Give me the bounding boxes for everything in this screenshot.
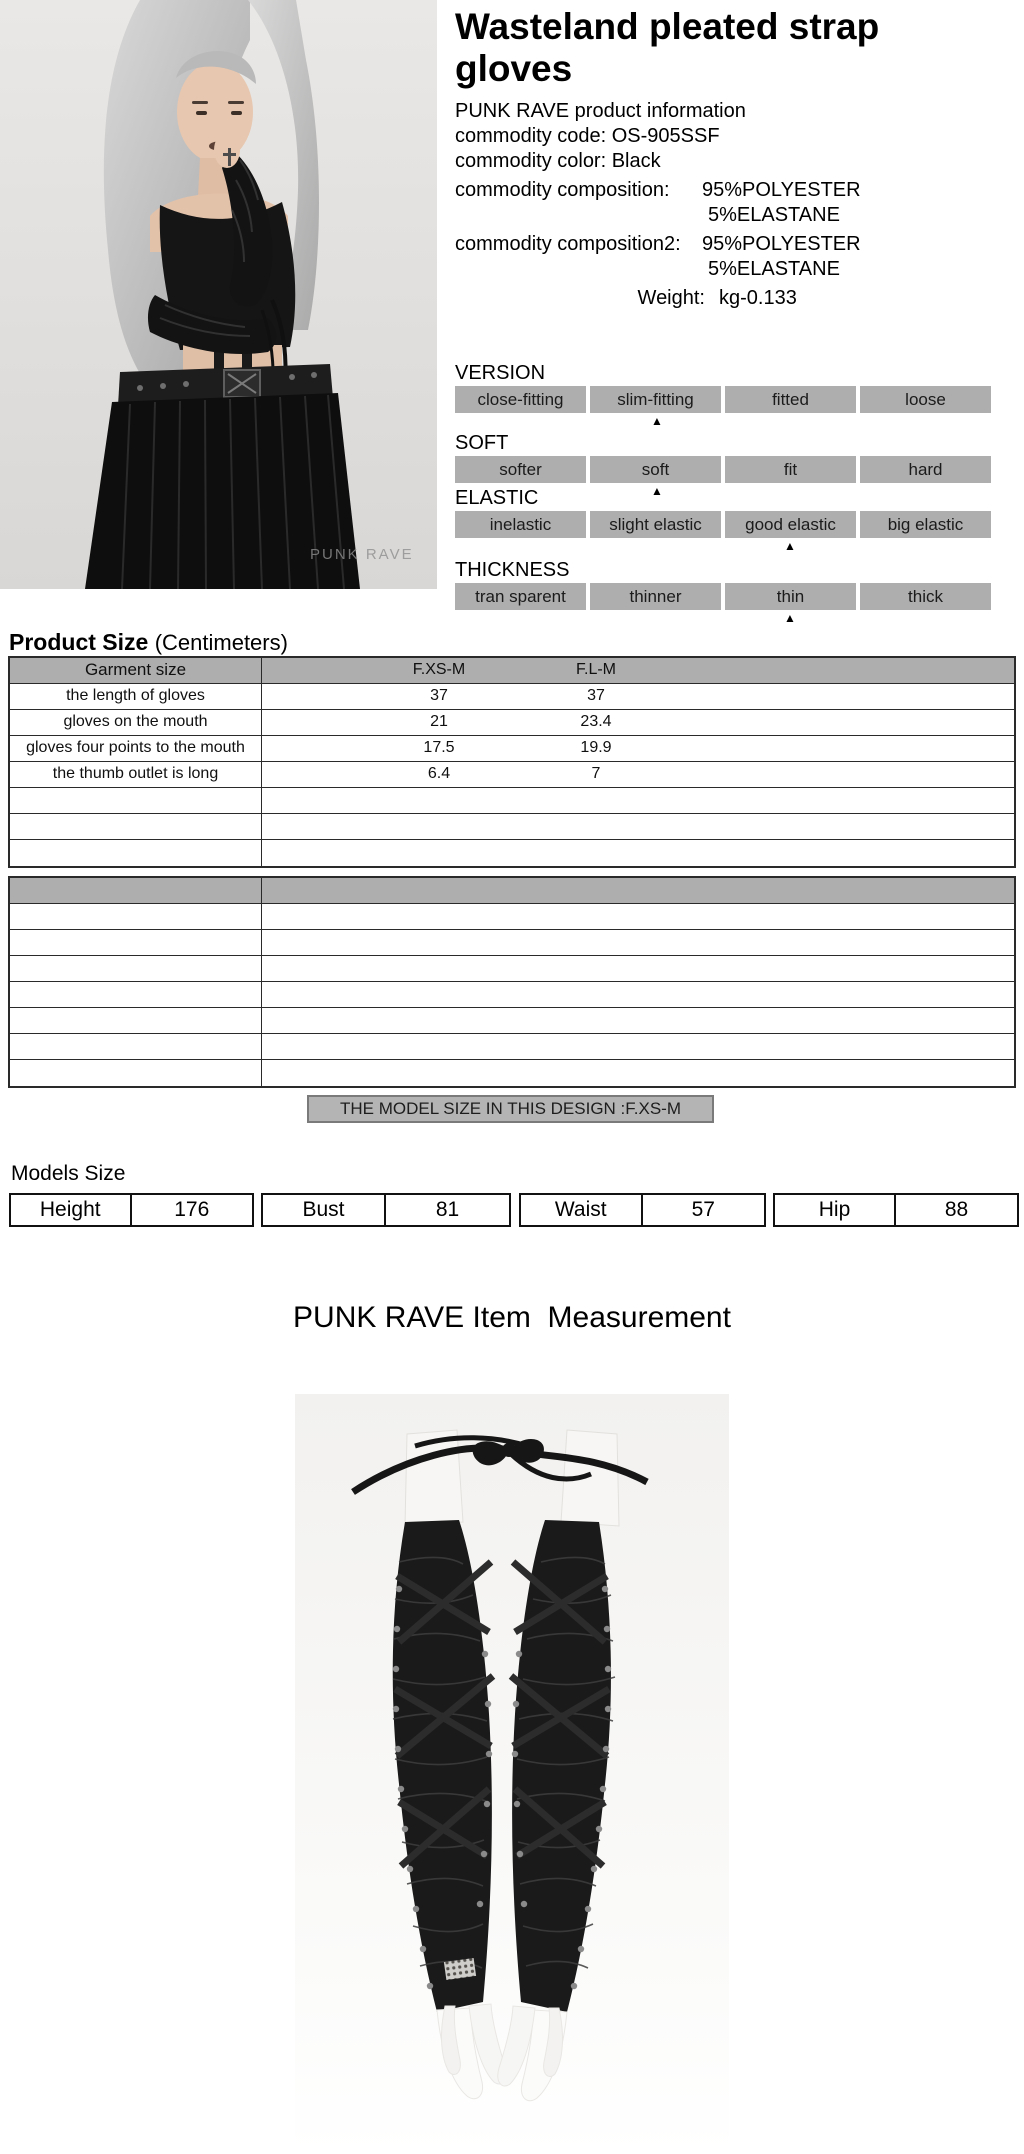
composition2-line: commodity composition2: 95%POLYESTER 5%ELASTANE [455, 233, 861, 280]
table-row: gloves on the mouth 21 23.4 [10, 710, 1014, 736]
composition-value-1: 95%POLYESTER [702, 179, 861, 201]
table-row-empty [10, 788, 1014, 814]
attr-section-version [455, 361, 991, 428]
attr-option: hard [860, 456, 991, 483]
weight-value: kg-0.133 [719, 287, 797, 309]
attr-option: loose [860, 386, 991, 413]
model-size-banner: THE MODEL SIZE IN THIS DESIGN :F.XS-M [307, 1095, 714, 1123]
table-row-empty [10, 930, 1014, 956]
table-row: the thumb outlet is long 6.4 7 [10, 762, 1014, 788]
commodity-color-line: commodity color: Black [455, 150, 661, 172]
info-heading: PUNK RAVE product information [455, 100, 746, 122]
table-row-empty [10, 1060, 1014, 1086]
product-size-table [8, 656, 1016, 868]
attr-option: tran sparent [455, 583, 586, 610]
brand-watermark: PUNK RAVE [310, 546, 414, 563]
table-row-empty [10, 904, 1014, 930]
models-size-hip: Hip 88 [773, 1193, 1019, 1227]
weight-line: Weight: kg-0.133 [637, 287, 797, 309]
models-size-title: Models Size [11, 1162, 126, 1185]
commodity-color-value: Black [611, 150, 661, 172]
attr-option: inelastic [455, 511, 586, 538]
attr-option-selected: soft [590, 456, 721, 483]
page-title: Wasteland pleated strap gloves [455, 6, 880, 89]
selected-marker-icon: ▲ [651, 484, 663, 498]
composition2-value-2: 5%ELASTANE [708, 258, 840, 280]
attr-option: fitted [725, 386, 856, 413]
table-row-empty [10, 956, 1014, 982]
attr-name: VERSION [455, 362, 546, 384]
commodity-code-line: commodity code: OS-905SSF [455, 125, 720, 147]
attr-option: softer [455, 456, 586, 483]
product-size-title: Product Size (Centimeters) [9, 629, 288, 655]
models-size-bust: Bust 81 [261, 1193, 511, 1227]
commodity-code-value: OS-905SSF [611, 125, 720, 147]
attr-name: ELASTIC [455, 487, 539, 509]
composition2-value-1: 95%POLYESTER [702, 233, 861, 255]
table-row: gloves four points to the mouth 17.5 19.9 [10, 736, 1014, 762]
measurement-heading: PUNK RAVE Item Measurement [293, 1301, 731, 1334]
table-row-empty [10, 840, 1014, 866]
header-size-2: F.L-M [576, 661, 616, 678]
attr-option-selected: good elastic [725, 511, 856, 538]
selected-marker-icon: ▲ [651, 414, 663, 428]
secondary-size-table [8, 876, 1016, 1088]
table-row-empty [10, 982, 1014, 1008]
product-info-block [455, 99, 1020, 311]
item-measurement-photo [295, 1394, 729, 2154]
table-row-empty [10, 814, 1014, 840]
attr-option: close-fitting [455, 386, 586, 413]
models-size-height: Height 176 [9, 1193, 254, 1227]
attr-option: slight elastic [590, 511, 721, 538]
attr-section-elastic [455, 486, 991, 553]
composition-value-2: 5%ELASTANE [708, 204, 840, 226]
attr-option: fit [725, 456, 856, 483]
table-row: the length of gloves 37 37 [10, 684, 1014, 710]
table-header-row-empty [10, 878, 1014, 904]
attr-option-selected: slim-fitting [590, 386, 721, 413]
table-row-empty [10, 1034, 1014, 1060]
selected-marker-icon: ▲ [784, 539, 796, 553]
attr-option: thinner [590, 583, 721, 610]
selected-marker-icon: ▲ [784, 611, 796, 625]
header-size-1: F.XS-M [412, 661, 466, 678]
model-photo [0, 0, 437, 589]
attr-option: big elastic [860, 511, 991, 538]
attr-name: THICKNESS [455, 559, 570, 581]
attr-name: SOFT [455, 432, 509, 454]
table-header-row [10, 658, 1014, 684]
attr-option-selected: thin [725, 583, 856, 610]
header-garment-size: Garment size [10, 658, 262, 683]
models-size-waist: Waist 57 [519, 1193, 766, 1227]
table-row-empty [10, 1008, 1014, 1034]
composition-line: commodity composition: 95%POLYESTER 5%ELASTANE [455, 179, 861, 226]
attr-section-thickness [455, 558, 991, 625]
attr-option: thick [860, 583, 991, 610]
